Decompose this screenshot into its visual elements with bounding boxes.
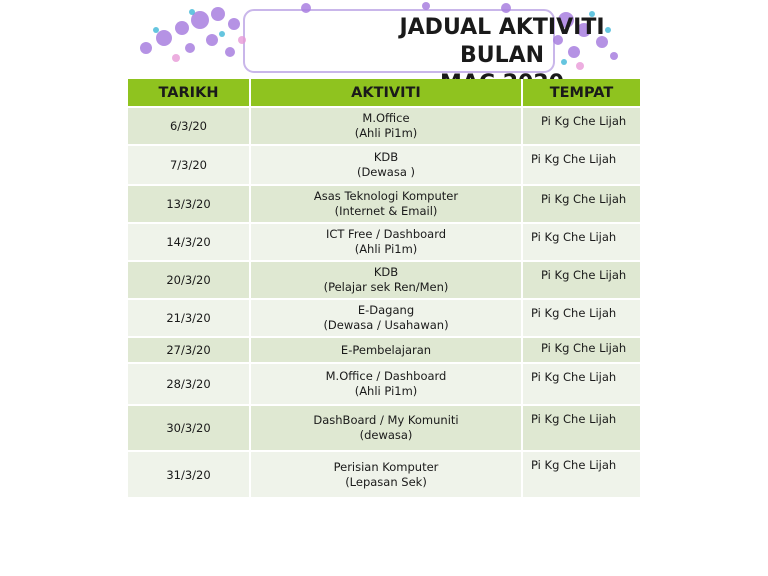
header-place: TEMPAT — [522, 79, 640, 107]
date-cell: 21/3/20 — [128, 299, 250, 337]
place-text: Pi Kg Che Lijah — [541, 268, 627, 282]
activity-subtitle: (Lepasan Sek) — [345, 474, 427, 489]
header-date: TARIKH — [128, 79, 250, 107]
place-cell — [522, 185, 640, 223]
place-text: Pi Kg Che Lijah — [531, 412, 617, 426]
place-text: Pi Kg Che Lijah — [531, 458, 617, 472]
activity-cell — [250, 261, 522, 299]
activity-subtitle: (Dewasa ) — [356, 165, 416, 179]
table-row — [128, 185, 640, 223]
table-row — [128, 223, 640, 261]
place-text: Pi Kg Che Lijah — [531, 370, 617, 384]
date-cell: 20/3/20 — [128, 261, 250, 299]
table-row — [128, 337, 640, 363]
activity-subtitle: (Ahli Pi1m) — [354, 242, 418, 256]
activity-subtitle: (Dewasa / Usahawan) — [323, 318, 449, 332]
activity-title: E-Pembelajaran — [340, 342, 432, 357]
title-banner — [126, 0, 626, 80]
place-text: Pi Kg Che Lijah — [541, 114, 627, 128]
schedule-table — [128, 79, 640, 497]
activity-title: KDB — [373, 265, 399, 279]
place-text: Pi Kg Che Lijah — [531, 306, 617, 320]
activity-title: E-Dagang — [357, 303, 415, 317]
date-cell: 7/3/20 — [128, 145, 250, 185]
place-cell — [522, 337, 640, 363]
activity-cell — [250, 451, 522, 497]
date-cell: 31/3/20 — [128, 451, 250, 497]
place-cell — [522, 145, 640, 185]
activity-cell — [250, 223, 522, 261]
table-row — [128, 299, 640, 337]
activity-cell — [250, 363, 522, 405]
activity-title: DashBoard / My Komuniti — [313, 413, 459, 427]
date-cell: 27/3/20 — [128, 337, 250, 363]
table-row — [128, 451, 640, 497]
activity-title: Asas Teknologi Komputer — [313, 189, 459, 203]
activity-cell — [250, 107, 522, 145]
activity-subtitle: (Pelajar sek Ren/Men) — [323, 280, 449, 294]
table-header-row — [128, 79, 640, 107]
activity-title: ICT Free / Dashboard — [325, 227, 447, 241]
activity-subtitle: (Ahli Pi1m) — [354, 384, 418, 398]
date-cell: 28/3/20 — [128, 363, 250, 405]
date-cell: 6/3/20 — [128, 107, 250, 145]
date-cell: 13/3/20 — [128, 185, 250, 223]
place-text: Pi Kg Che Lijah — [531, 230, 617, 244]
date-cell: 30/3/20 — [128, 405, 250, 451]
activity-title: KDB — [373, 150, 399, 164]
date-cell: 14/3/20 — [128, 223, 250, 261]
activity-title: M.Office — [362, 111, 410, 125]
activity-cell — [250, 337, 522, 363]
table-row — [128, 145, 640, 185]
table-row — [128, 363, 640, 405]
place-cell — [522, 405, 640, 451]
place-cell — [522, 107, 640, 145]
place-text: Pi Kg Che Lijah — [541, 192, 627, 206]
place-cell — [522, 451, 640, 497]
activity-title: M.Office / Dashboard — [325, 369, 447, 383]
activity-subtitle: (dewasa) — [359, 428, 413, 442]
table-row — [128, 261, 640, 299]
activity-title: Perisian Komputer — [333, 459, 439, 474]
title-line-1: JADUAL AKTIVITI BULAN — [399, 15, 605, 68]
activity-subtitle: (Ahli Pi1m) — [354, 126, 418, 140]
activity-subtitle: (Internet & Email) — [334, 204, 438, 218]
place-cell — [522, 261, 640, 299]
table-row — [128, 405, 640, 451]
table-row — [128, 107, 640, 145]
place-text: Pi Kg Che Lijah — [531, 152, 617, 166]
header-activity: AKTIVITI — [250, 79, 522, 107]
place-cell — [522, 299, 640, 337]
activity-cell — [250, 405, 522, 451]
activity-cell — [250, 185, 522, 223]
place-text: Pi Kg Che Lijah — [541, 341, 627, 355]
activity-cell — [250, 145, 522, 185]
place-cell — [522, 363, 640, 405]
activity-cell — [250, 299, 522, 337]
place-cell — [522, 223, 640, 261]
